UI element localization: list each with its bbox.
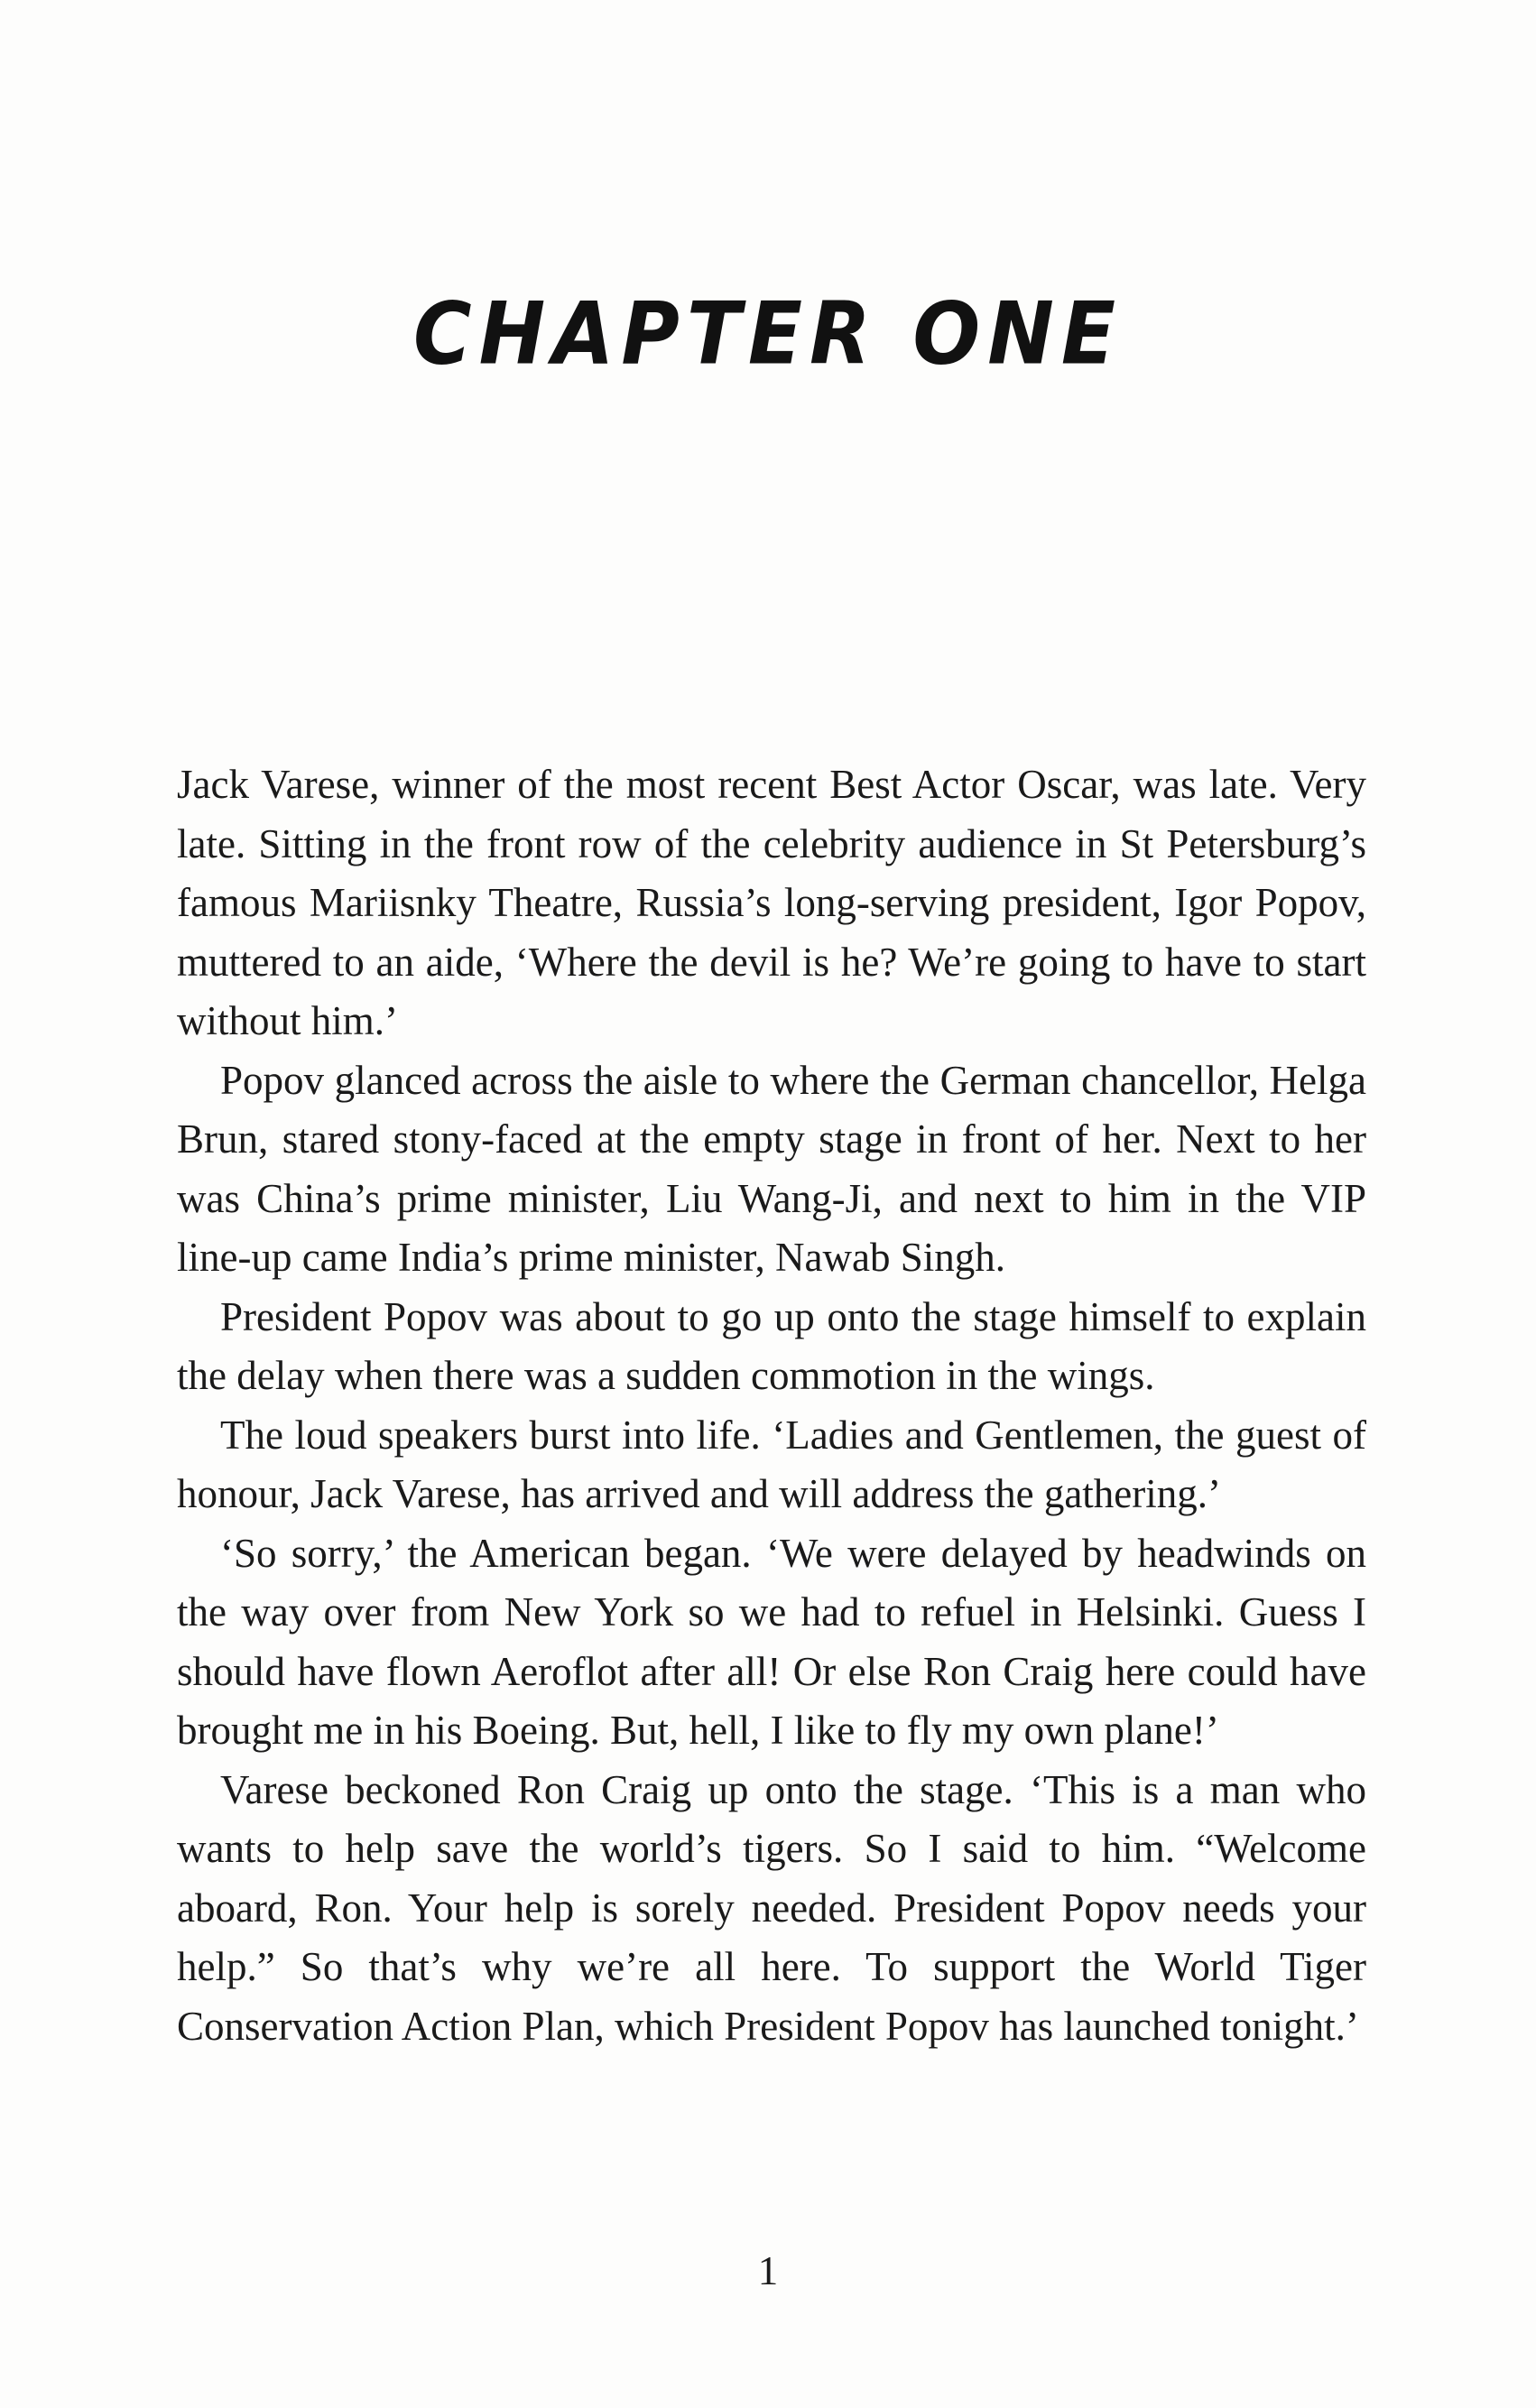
paragraph: President Popov was about to go up onto the stage himself to explain the delay when there was a sudden commotion in the wings. [177, 1293, 1366, 1398]
paragraph: Varese beckoned Ron Craig up onto the stage. ‘This is a man who wants to help save the world’s tigers. So I said to him. “Welcome aboard, Ron. Your help is sorely needed. President Popov needs your help.” So that’s why we’re all here. To support the World Tiger Conservation Action Plan, which President Popov has launched tonight.’ [177, 1766, 1366, 2049]
paragraph: Popov glanced across the aisle to where the German chancellor, Helga Brun, stared stony-faced at the empty stage in front of her. Next to her was China’s prime minister, Liu Wang-Ji, and next to him in the VIP line-up came India’s prime minister, Nawab Singh. [177, 1057, 1366, 1280]
chapter-title: CHAPTER ONE [413, 282, 1123, 384]
paragraph: Jack Varese, winner of the most recent Best Actor Oscar, was late. Very late. Sitting in the front row of the celebrity audience in St Petersburg’s famous Mariisnky Theatre, Russia’s long-serving president, Igor Popov, muttered to an aide, ‘Where the devil is he? We’re going to have to start without him.’ [177, 762, 1366, 1043]
paragraph: The loud speakers burst into life. ‘Ladies and Gentlemen, the guest of honour, Jack Varese, has arrived and will address the gathering.’ [177, 1412, 1366, 1516]
page-number: 1 [757, 2248, 779, 2293]
chapter-body [177, 755, 1366, 2056]
paragraph: ‘So sorry,’ the American began. ‘We were delayed by headwinds on the way over from New York so we had to refuel in Helsinki. Guess I should have flown Aeroflot after all! Or else Ron Craig here could have brought me in his Boeing. But, hell, I like to fly my own plane!’ [177, 1530, 1366, 1753]
